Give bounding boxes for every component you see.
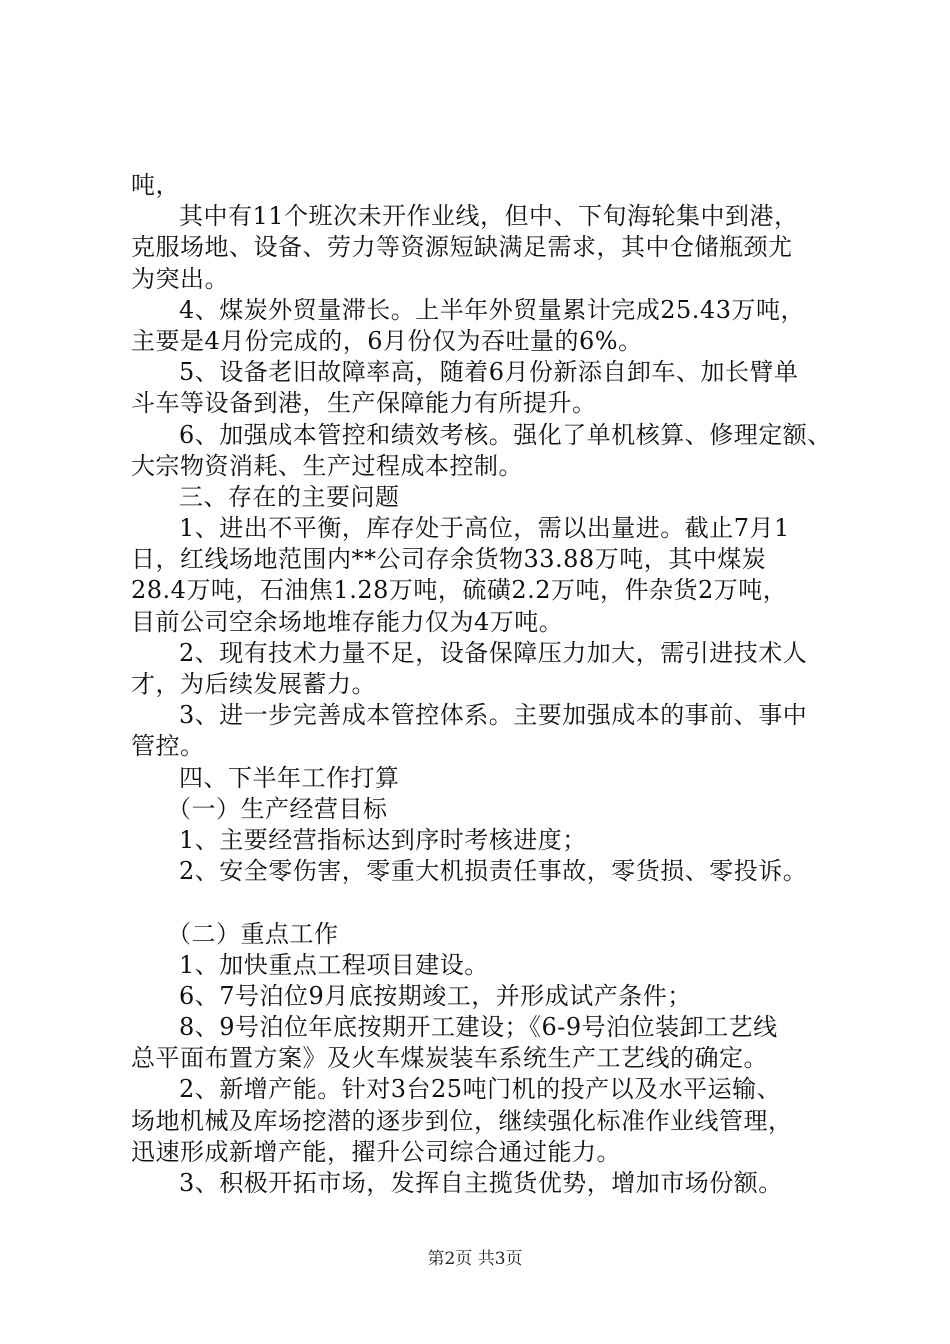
text-line: 其中有11个班次未开作业线，但中、下旬海轮集中到港， [179, 202, 799, 231]
text-line: 3、进一步完善成本管控体系。主要加强成本的事前、事中 [179, 701, 808, 730]
text-line: 场地机械及库场挖潜的逐步到位，继续强化标准作业线管理， [131, 1106, 793, 1135]
text-line: 6、加强成本管控和绩效考核。强化了单机核算、修理定额、 [179, 420, 832, 449]
blank-line [131, 887, 831, 918]
text-line: 5、设备老旧故障率高，随着6月份新添自卸车、加长臂单 [179, 358, 799, 387]
text-line: 才，为后续发展蓄力。 [131, 670, 376, 698]
subsection-heading: （一）生产经营目标 [167, 794, 388, 823]
text-line: 吨， [131, 171, 180, 199]
text-line: 管控。 [131, 732, 205, 761]
text-line: 主要是4月份完成的，6月份仅为吞吐量的6%。 [131, 326, 643, 355]
text-line: 目前公司空余场地堆存能力仅为4万吨。 [131, 607, 564, 636]
text-line: 克服场地、设备、劳力等资源短缺满足需求，其中仓储瓶颈尤 [131, 233, 793, 262]
text-line: 为突出。 [131, 264, 229, 293]
document-body [131, 170, 831, 1199]
text-line: 2、新增产能。针对3台25吨门机的投产以及水平运输、 [179, 1075, 782, 1104]
text-line: 1、加快重点工程项目建设。 [179, 950, 489, 979]
section-heading: 三、存在的主要问题 [179, 482, 400, 511]
text-line: 大宗物资消耗、生产过程成本控制。 [131, 451, 523, 480]
text-line: 1、主要经营指标达到序时考核进度； [179, 825, 587, 854]
text-line: 2、现有技术力量不足，设备保障压力加大，需引进技术人 [179, 638, 808, 667]
page-footer: 第2页 共3页 [427, 1249, 523, 1269]
text-line: 6、7号泊位9月底按期竣工，并形成试产条件； [179, 981, 692, 1010]
text-line: 28.4万吨，石油焦1.28万吨，硫磺2.2万吨，件杂货2万吨， [131, 576, 788, 605]
text-line: 8、9号泊位年底按期开工建设；《6-9号泊位装卸工艺线 [179, 1013, 778, 1042]
text-line: 3、积极开拓市场，发挥自主揽货优势，增加市场份额。 [179, 1169, 783, 1197]
text-line: 斗车等设备到港，生产保障能力有所提升。 [131, 389, 597, 418]
text-line: 总平面布置方案》及火车煤炭装车系统生产工艺线的确定。 [131, 1044, 768, 1073]
section-heading: 四、下半年工作打算 [179, 763, 400, 792]
text-line: 迅速形成新增产能，擢升公司综合通过能力。 [131, 1137, 621, 1166]
text-line: 2、安全零伤害，零重大机损责任事故，零货损、零投诉。 [179, 857, 808, 886]
text-line: 日，红线场地范围内**公司存余货物33.88万吨，其中煤炭 [131, 545, 767, 574]
subsection-heading: （二）重点工作 [167, 919, 339, 948]
text-line: 4、煤炭外贸量滞长。上半年外贸量累计完成25.43万吨， [179, 295, 805, 324]
text-line: 1、进出不平衡，库存处于高位，需以出量进。截止7月1 [179, 514, 790, 543]
